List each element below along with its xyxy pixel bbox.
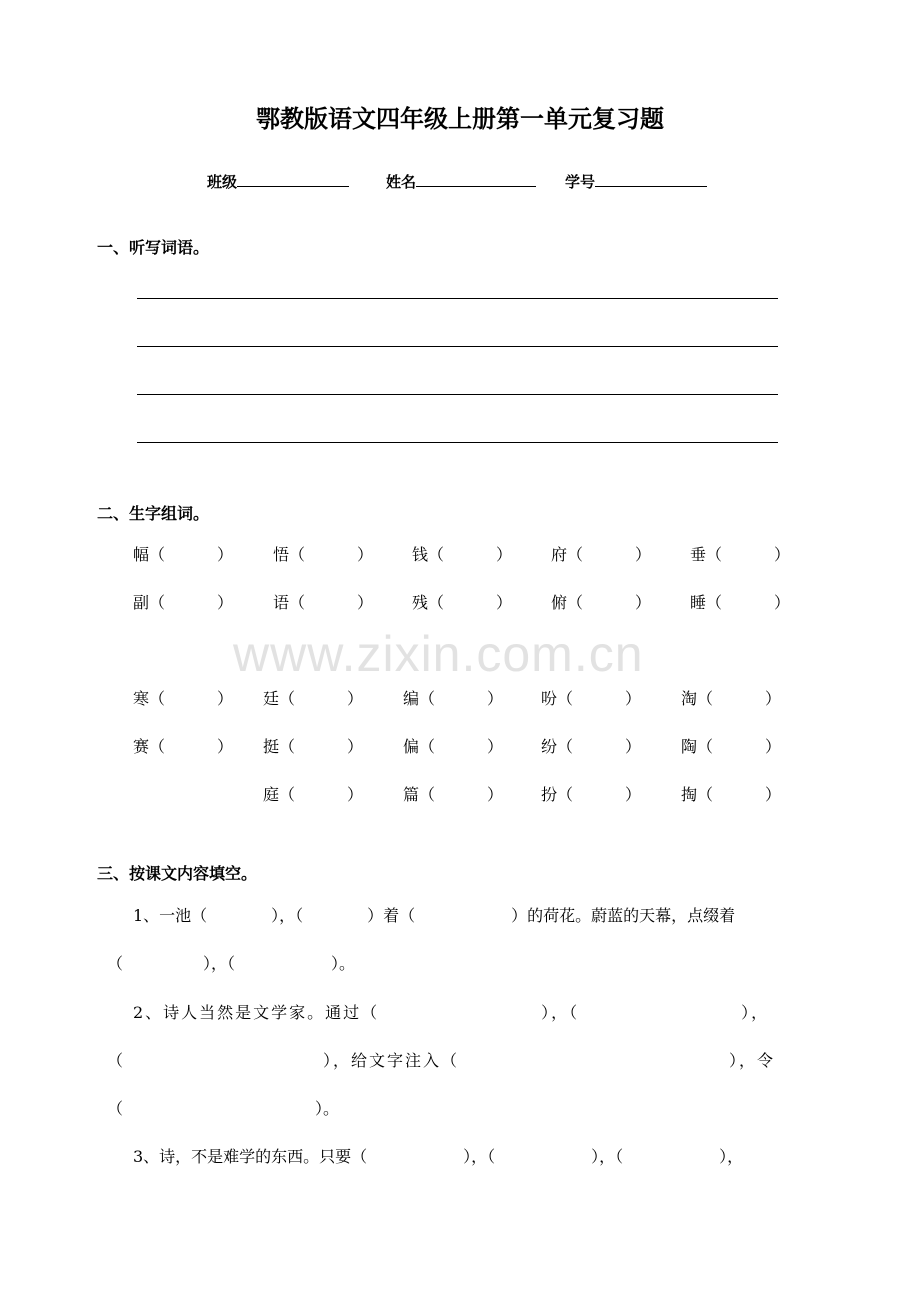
word-blank[interactable]: （ [149, 737, 166, 756]
word-blank-close: ） [765, 737, 782, 756]
word-blank[interactable]: （ [149, 689, 166, 708]
word-item [690, 593, 790, 613]
word-blank[interactable]: （ [706, 593, 723, 612]
page-title: 鄂教版语文四年级上册第一单元复习题 [256, 105, 664, 133]
word-blank-close: ） [217, 593, 234, 612]
dictation-line[interactable] [137, 346, 778, 347]
word-char: 赛 [133, 737, 150, 756]
word-char: 篇 [403, 785, 420, 804]
word-char: 扮 [541, 785, 558, 804]
section-3-heading: 三、按课文内容填空。 [97, 864, 258, 883]
word-blank-close: ） [625, 785, 642, 804]
word-blank-close: ） [217, 545, 234, 564]
word-char: 语 [273, 593, 290, 612]
word-blank[interactable]: （ [697, 737, 714, 756]
fill-line: （ ），给文字注入（ ），令 [107, 1051, 776, 1070]
word-blank-close: ） [217, 737, 234, 756]
word-blank-close: ） [635, 545, 652, 564]
word-blank[interactable]: （ [279, 689, 296, 708]
word-blank[interactable]: （ [279, 737, 296, 756]
id-blank[interactable] [595, 172, 707, 187]
word-blank-close: ） [357, 545, 374, 564]
word-item [541, 785, 641, 805]
section-1-heading: 一、听写词语。 [97, 238, 210, 257]
word-char: 廷 [263, 689, 280, 708]
name-label: 姓名 [386, 173, 417, 191]
word-blank-close: ） [496, 593, 513, 612]
word-char: 寒 [133, 689, 150, 708]
word-item [273, 545, 373, 565]
word-blank-close: ） [635, 593, 652, 612]
word-blank[interactable]: （ [419, 689, 436, 708]
word-char: 悟 [273, 545, 290, 564]
word-blank[interactable]: （ [428, 545, 445, 564]
word-blank[interactable]: （ [697, 689, 714, 708]
word-blank-close: ） [487, 785, 504, 804]
word-item [681, 737, 781, 757]
word-char: 陶 [681, 737, 698, 756]
word-blank-close: ） [347, 737, 364, 756]
word-item [551, 545, 651, 565]
word-blank[interactable]: （ [697, 785, 714, 804]
word-blank[interactable]: （ [706, 545, 723, 564]
class-label: 班级 [207, 173, 238, 191]
word-item [263, 737, 363, 757]
word-blank[interactable]: （ [289, 545, 306, 564]
word-char: 幅 [133, 545, 150, 564]
word-char: 吩 [541, 689, 558, 708]
dictation-line[interactable] [137, 298, 778, 299]
fill-line: 2、诗人当然是文学家。通过（ ），（ ）， [133, 1003, 770, 1022]
word-item [263, 689, 363, 709]
word-item [133, 689, 233, 709]
word-char: 淘 [681, 689, 698, 708]
word-item [681, 689, 781, 709]
word-char: 残 [412, 593, 429, 612]
word-item [133, 545, 233, 565]
word-item [681, 785, 781, 805]
word-blank-close: ） [625, 737, 642, 756]
word-char: 副 [133, 593, 150, 612]
word-blank[interactable]: （ [557, 689, 574, 708]
class-blank[interactable] [237, 172, 349, 187]
word-blank-close: ） [487, 689, 504, 708]
word-char: 府 [551, 545, 568, 564]
word-blank-close: ） [487, 737, 504, 756]
word-blank-close: ） [774, 593, 791, 612]
section-2-heading: 二、生字组词。 [97, 504, 210, 523]
word-blank-close: ） [774, 545, 791, 564]
word-char: 俯 [551, 593, 568, 612]
word-item [690, 545, 790, 565]
word-item [403, 737, 503, 757]
word-char: 编 [403, 689, 420, 708]
word-item [133, 737, 233, 757]
id-label: 学号 [565, 173, 596, 191]
word-blank-close: ） [765, 689, 782, 708]
word-item [412, 593, 512, 613]
word-blank-close: ） [347, 785, 364, 804]
fill-line: 1、一池（ ），（ ）着（ ）的荷花。蔚蓝的天幕，点缀着 [133, 906, 736, 925]
word-blank[interactable]: （ [428, 593, 445, 612]
word-blank-close: ） [625, 689, 642, 708]
word-blank[interactable]: （ [289, 593, 306, 612]
dictation-line[interactable] [137, 442, 778, 443]
word-char: 垂 [690, 545, 707, 564]
word-blank[interactable]: （ [419, 737, 436, 756]
word-blank[interactable]: （ [567, 545, 584, 564]
word-char: 偏 [403, 737, 420, 756]
word-blank[interactable]: （ [149, 593, 166, 612]
word-blank-close: ） [217, 689, 234, 708]
fill-line: （ ），（ ）。 [107, 954, 356, 973]
word-blank-close: ） [765, 785, 782, 804]
word-item [403, 689, 503, 709]
word-blank-close: ） [347, 689, 364, 708]
word-blank[interactable]: （ [279, 785, 296, 804]
watermark: www.zixin.com.cn [233, 626, 644, 682]
word-item [412, 545, 512, 565]
word-item [133, 593, 233, 613]
word-item [263, 785, 363, 805]
id-field [565, 172, 707, 192]
word-char: 挺 [263, 737, 280, 756]
word-blank[interactable]: （ [567, 593, 584, 612]
word-blank[interactable]: （ [557, 785, 574, 804]
word-char: 纷 [541, 737, 558, 756]
word-blank[interactable]: （ [419, 785, 436, 804]
word-blank[interactable]: （ [557, 737, 574, 756]
fill-line: （ ）。 [107, 1099, 340, 1118]
word-item [403, 785, 503, 805]
name-blank[interactable] [416, 172, 536, 187]
word-item [541, 737, 641, 757]
word-item [551, 593, 651, 613]
word-char: 掏 [681, 785, 698, 804]
word-item [541, 689, 641, 709]
class-field [207, 172, 349, 192]
word-char: 钱 [412, 545, 429, 564]
word-blank-close: ） [357, 593, 374, 612]
word-item [273, 593, 373, 613]
word-blank-close: ） [496, 545, 513, 564]
word-blank[interactable]: （ [149, 545, 166, 564]
dictation-line[interactable] [137, 394, 778, 395]
name-field [386, 172, 536, 192]
fill-line: 3、诗，不是难学的东西。只要（ ），（ ），（ ）， [133, 1147, 744, 1166]
word-char: 庭 [263, 785, 280, 804]
word-char: 睡 [690, 593, 707, 612]
